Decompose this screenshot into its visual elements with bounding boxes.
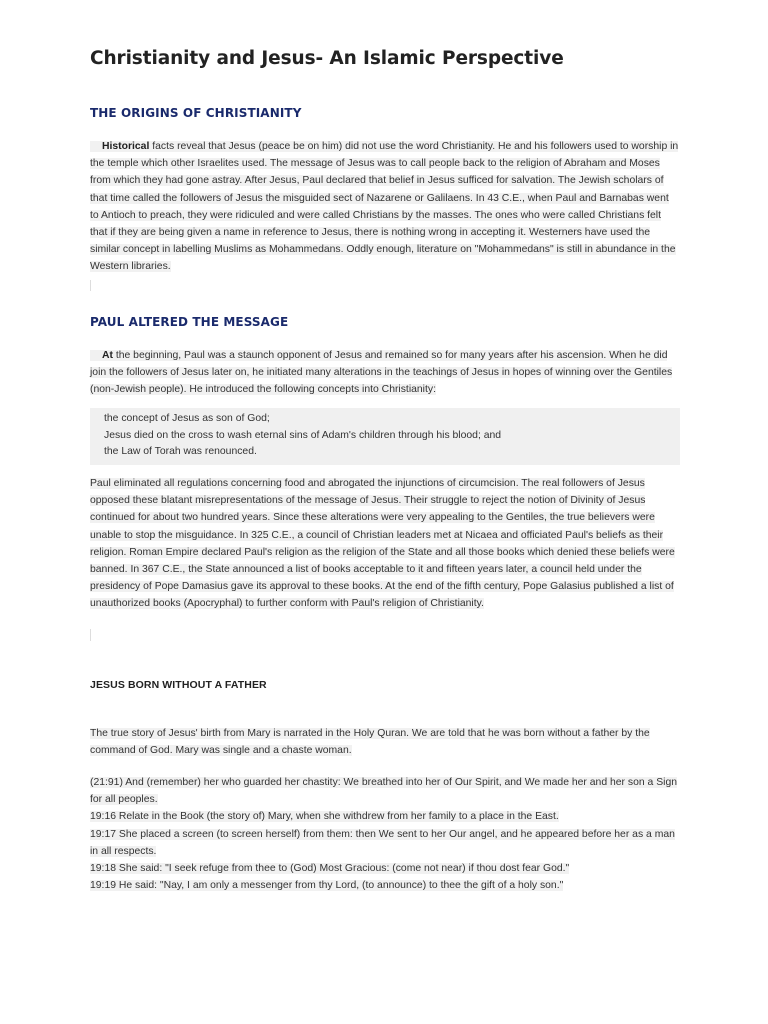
section-heading-paul: PAUL ALTERED THE MESSAGE	[90, 314, 289, 329]
section-heading-origins: THE ORIGINS OF CHRISTIANITY	[90, 106, 302, 120]
highlighted-text: (21:91) And (remember) her who guarded her chastity: We breathed into her of Our Spirit, and We made her and her son a Sign for all peoples.	[90, 777, 678, 806]
concept-item: the Law of Torah was renounced.	[104, 446, 257, 458]
text-cursor-mark	[90, 629, 91, 641]
section-heading-born: JESUS BORN WITHOUT A FATHER	[90, 678, 267, 691]
section-born	[90, 679, 680, 895]
paragraph-origins	[90, 138, 680, 276]
document-page	[90, 44, 680, 894]
highlighted-text: 19:16 Relate in the Book (the story of) Mary, when she withdrew from her family to a place in the East.	[90, 811, 559, 823]
paragraph-paul-intro	[90, 347, 680, 399]
lead-word: Historical	[102, 141, 150, 152]
highlighted-text: The true story of Jesus' birth from Mary is narrated in the Holy Quran. We are told that he was born without a father by the command of God. Mary was single and a chaste woman.	[90, 727, 650, 756]
paragraph-birth-intro	[90, 725, 680, 759]
text-cursor-mark	[90, 280, 91, 291]
verse-line	[90, 860, 680, 877]
document-title: Christianity and Jesus- An Islamic Perspective	[90, 48, 564, 69]
concepts-list-box	[90, 408, 680, 465]
concept-item: Jesus died on the cross to wash eternal sins of Adam's children through his blood; and	[104, 429, 502, 441]
lead-word: At	[102, 349, 113, 361]
highlighted-text: 19:17 She placed a screen (to screen herself) from them: then We sent to her Our angel, and he appeared before her as a man in all respects.	[90, 828, 675, 857]
paragraph-body: facts reveal that Jesus (peace be on him) did not use the word Christianity. He and his followers used to worship in the temple which other Israelites used. The message of Jesus was to call people back to the religion of Abraham and Moses from which they had gone astray. After Jesus, Paul declared that belief in Jesus sufficed for salvation. The Jewish scholars of that time called the followers of Jesus the misguided sect of Nazarene or Galilaens. In 43 C.E., when Paul and Barnabas went to Antioch to preach, they were ridiculed and were called Christians by the masses. The ones who were called Christians felt that if they are being given a name in reference to Jesus, there is nothing wrong in accepting it. Westerners have used the similar concept in labelling Muslims as Mohammedans. Oddly enough, literature on "Mohammedans" is still in abundance in the Western libraries.	[90, 141, 679, 273]
section-origins	[90, 106, 680, 291]
verses-block	[90, 774, 680, 894]
paragraph-body: the beginning, Paul was a staunch opponent of Jesus and remained so for many years after his ascension. When he did join the followers of Jesus later on, he initiated many alterations in the teachings of Jesus in hopes of winning over the Gentiles (non-Jewish people). He introduced the following concepts into Christianity:	[90, 349, 673, 396]
verse-line	[90, 774, 680, 808]
highlighted-text	[90, 350, 672, 395]
highlighted-text: 19:19 He said: "Nay, I am only a messenger from thy Lord, (to announce) to thee the gift of a holy son."	[90, 880, 564, 892]
verse-line	[90, 826, 680, 860]
highlighted-text	[90, 141, 678, 272]
verse-line	[90, 877, 680, 894]
highlighted-text: Paul eliminated all regulations concerning food and abrogated the injunctions of circumcision. The real followers of Jesus opposed these blatant misrepresentations of the message of Jesus. Their struggle to reject the notion of Divinity of Jesus continued for about two hundred years. Since these alterations were very appealing to the Gentiles, the true believers were unable to stop the misguidance. In 325 C.E., a council of Christian leaders met at Nicaea and officiated Paul's beliefs as their religion. Roman Empire declared Paul's religion as the religion of the State and all those books which denied these beliefs were banned. In 367 C.E., the State announced a list of books acceptable to it and fifteen years later, a council held under the presidency of Pope Damasius gave its approval to these books. At the end of the fifth century, Pope Galasius published a list of unauthorized books (Apocryphal) to further conform with Paul's religion of Christianity.	[90, 478, 675, 610]
concept-item: the concept of Jesus as son of God;	[104, 413, 270, 425]
highlighted-text: 19:18 She said: "I seek refuge from thee to (God) Most Gracious: (come not near) if thou dost fear God."	[90, 863, 570, 875]
section-paul	[90, 315, 680, 641]
verse-line	[90, 808, 680, 825]
paragraph-paul-eliminated	[90, 475, 680, 613]
